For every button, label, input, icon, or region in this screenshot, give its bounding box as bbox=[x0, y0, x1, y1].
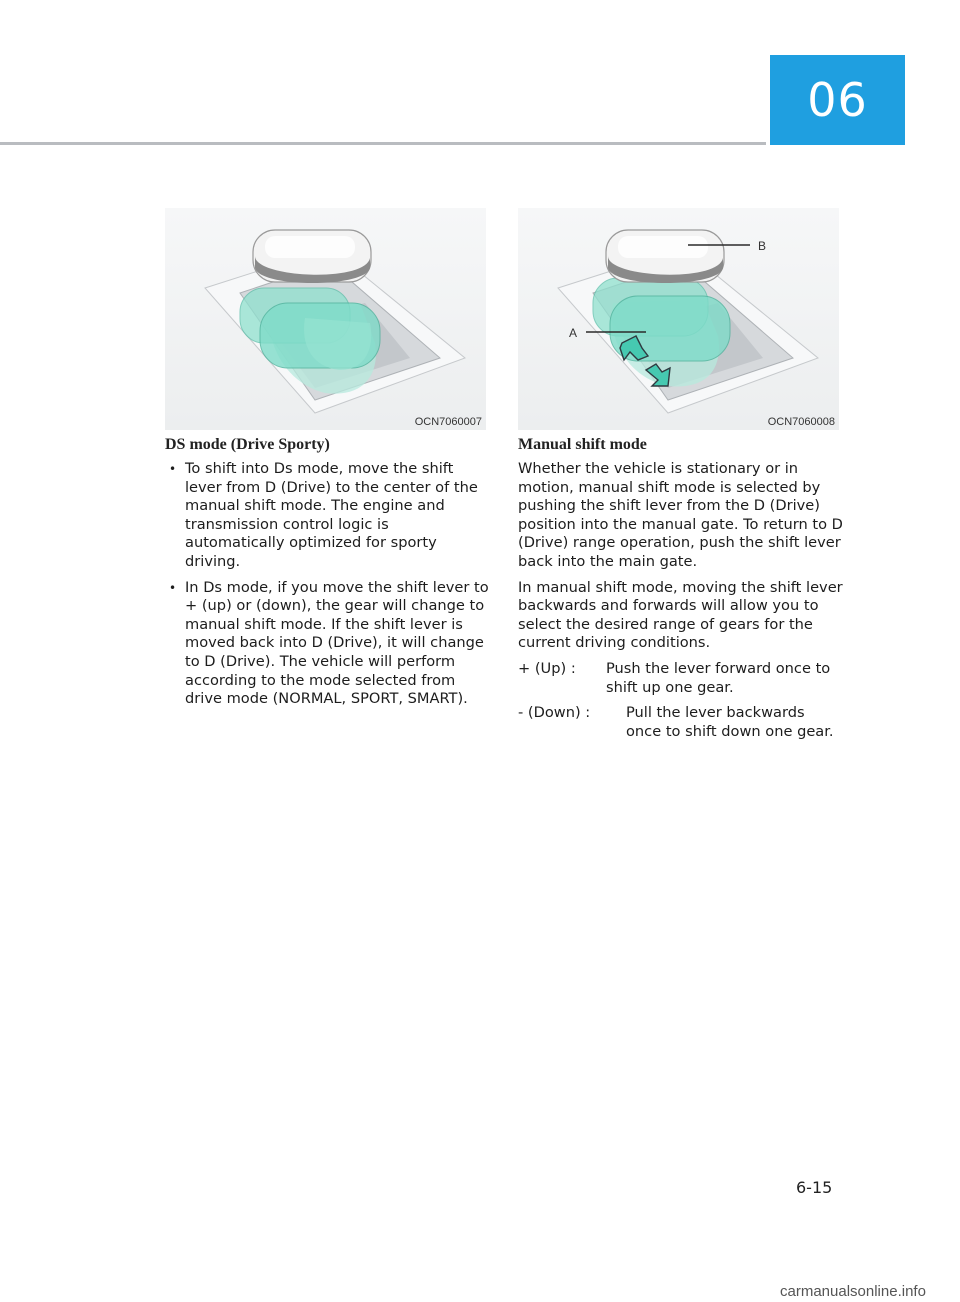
figure-ds-mode bbox=[165, 208, 486, 430]
paragraph: Whether the vehicle is stationary or in motion, manual shift mode is selected by pushing the shift lever from the D (Drive) position into the manual gate. To return to D (Drive) range operation, push the shift lever back into the main gate. bbox=[518, 460, 843, 570]
paragraph: In manual shift mode, moving the shift lever backwards and forwards will allow you to select the desired range of gears for the current driving conditions. bbox=[518, 578, 843, 652]
bullet-item: • In Ds mode, if you move the shift lever to + (up) or (down), the gear will change to manual shift mode. If the shift lever is moved back into D (Drive), it will change to D (Drive). The vehicle will perform according to the mode selected from drive mode (NORMAL, SPORT, SMART). bbox=[165, 579, 490, 709]
definition-description: Push the lever forward once to shift up one gear. bbox=[606, 659, 831, 696]
figure-code: OCN7060007 bbox=[414, 416, 482, 428]
header-rule bbox=[0, 142, 766, 145]
section-title: Manual shift mode bbox=[518, 436, 647, 453]
manual-shift-section bbox=[518, 436, 843, 748]
definition-description: Pull the lever backwards once to shift down one gear. bbox=[626, 704, 834, 740]
callout-a-label: A bbox=[569, 326, 578, 340]
shift-lever-illustration-manual bbox=[518, 208, 839, 430]
figure-manual-shift bbox=[518, 208, 839, 430]
watermark: carmanualsonline.info bbox=[780, 1283, 926, 1300]
page-number: 6-15 bbox=[796, 1178, 833, 1197]
chapter-tab: 06 bbox=[770, 55, 905, 145]
ds-mode-section bbox=[165, 436, 490, 716]
definition-up bbox=[518, 660, 843, 697]
shift-lever-illustration-ds bbox=[165, 208, 486, 430]
bullet-item: • To shift into Ds mode, move the shift lever from D (Drive) to the center of the manual shift mode. The engine and transmission control logic is automatically optimized for sporty driving. bbox=[165, 460, 490, 572]
definition-down bbox=[518, 704, 843, 741]
callout-b-label: B bbox=[758, 239, 767, 253]
definition-term: - (Down) : bbox=[518, 704, 591, 722]
ds-mode-bullets bbox=[165, 460, 490, 709]
section-title: DS mode (Drive Sporty) bbox=[165, 436, 330, 453]
definition-term: + (Up) : bbox=[518, 659, 576, 677]
figure-code: OCN7060008 bbox=[767, 416, 835, 428]
